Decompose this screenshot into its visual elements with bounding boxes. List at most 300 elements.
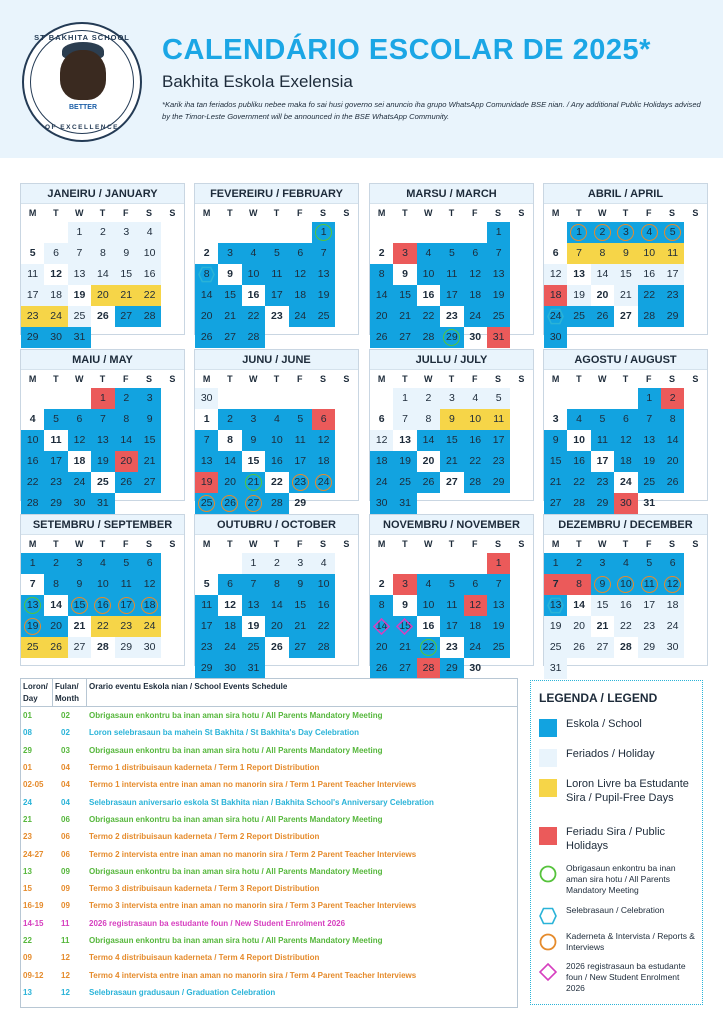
day-number: 30 — [50, 331, 62, 343]
day-number: 8 — [273, 578, 280, 590]
day-cell — [44, 327, 67, 348]
empty-cell — [44, 222, 67, 243]
day-cell — [242, 306, 265, 327]
day-number: 25 — [492, 310, 505, 322]
day-number: 25 — [492, 641, 505, 653]
schedule-row — [21, 949, 517, 966]
month-calendar — [369, 514, 534, 674]
day-number: 3 — [402, 578, 408, 590]
day-number: 26 — [97, 310, 109, 322]
day-number: 18 — [469, 289, 482, 301]
day-number: 28 — [247, 331, 260, 343]
day-number: 27 — [224, 331, 236, 343]
day-cell — [417, 264, 440, 285]
day-cell — [417, 658, 440, 679]
weekday-header — [21, 204, 184, 222]
weekday-label: T — [448, 374, 455, 384]
day-cell — [138, 574, 161, 595]
day-number: 15 — [120, 268, 133, 280]
empty-cell — [44, 388, 67, 409]
day-number: 14 — [375, 289, 388, 301]
weekday-label: S — [692, 539, 699, 549]
page-title: CALENDÁRIO ESCOLAR DE 2025* — [162, 34, 651, 66]
event-day: 02-05 — [23, 780, 44, 790]
day-cell — [370, 306, 393, 327]
day-cell — [265, 285, 288, 306]
day-number: 26 — [271, 641, 283, 653]
day-cell — [195, 658, 218, 679]
day-number: 7 — [99, 413, 106, 425]
day-number: 6 — [669, 557, 676, 569]
day-number: 23 — [200, 641, 213, 653]
day-number: 3 — [599, 557, 606, 569]
empty-cell — [544, 388, 567, 409]
day-number: 3 — [622, 226, 629, 238]
weekday-label: S — [343, 208, 350, 218]
day-cell — [487, 388, 510, 409]
day-number: 7 — [646, 413, 653, 425]
event-description: Obrigasaun enkontru ba inan aman sira hotu / All Parents Mandatory Meeting — [89, 711, 383, 721]
weekday-label: W — [597, 208, 607, 218]
day-cell — [195, 243, 218, 264]
day-cell — [417, 327, 440, 348]
event-description: Obrigasaun enkontru ba inan aman sira hotu / All Parents Mandatory Meeting — [89, 936, 383, 945]
day-cell — [242, 472, 265, 493]
day-number: 24 — [73, 476, 86, 488]
day-grid — [21, 388, 184, 514]
day-cell — [440, 409, 463, 430]
day-number: 2 — [53, 557, 59, 569]
day-cell — [289, 637, 312, 658]
weekday-label: T — [622, 374, 629, 384]
day-number: 11 — [446, 599, 458, 611]
weekday-header — [544, 535, 707, 553]
day-number: 16 — [143, 268, 156, 280]
day-number: 11 — [667, 247, 679, 259]
event-description: Selebrasaun gradusaun / Graduation Celebration — [89, 987, 276, 997]
weekday-label: W — [248, 539, 258, 549]
day-cell — [21, 637, 44, 658]
weekday-label: M — [551, 539, 560, 549]
day-number: 30 — [666, 641, 679, 653]
day-number: 11 — [27, 268, 39, 280]
day-number: 6 — [472, 247, 479, 259]
day-cell — [417, 409, 440, 430]
day-number: 20 — [200, 310, 213, 322]
day-cell — [265, 574, 288, 595]
weekday-label: W — [423, 539, 433, 549]
day-number: 11 — [294, 434, 306, 446]
day-number: 7 — [495, 247, 502, 259]
day-number: 5 — [53, 413, 59, 425]
day-number: 15 — [73, 599, 86, 611]
day-cell — [218, 264, 241, 285]
day-number: 24 — [317, 476, 330, 488]
day-number: 12 — [143, 578, 156, 590]
day-number: 18 — [549, 289, 562, 301]
day-cell — [567, 637, 590, 658]
day-number: 29 — [294, 497, 307, 509]
day-number: 14 — [200, 289, 213, 301]
day-cell — [440, 306, 463, 327]
day-number: 10 — [620, 578, 632, 590]
day-number: 5 — [448, 247, 455, 259]
month-name: OUTUBRU / OCTOBER — [195, 515, 358, 535]
day-cell — [242, 493, 265, 514]
month-name: MAIU / MAY — [21, 350, 184, 370]
day-cell — [68, 574, 91, 595]
day-cell — [614, 306, 637, 327]
empty-cell — [265, 327, 288, 348]
day-number: 12 — [294, 268, 307, 280]
day-number: 20 — [666, 455, 679, 467]
day-number: 25 — [26, 641, 39, 653]
event-day: 09-12 — [23, 970, 44, 980]
day-number: 13 — [492, 268, 505, 280]
day-number: 9 — [146, 413, 153, 425]
event-month: 04 — [61, 763, 70, 773]
day-number: 5 — [203, 578, 210, 590]
day-cell — [195, 264, 218, 285]
weekday-label: W — [74, 208, 84, 218]
day-number: 14 — [375, 620, 388, 632]
legend-item-reports — [539, 931, 696, 953]
day-number: 8 — [378, 599, 385, 611]
day-number: 14 — [97, 268, 109, 280]
weekday-label: T — [227, 374, 233, 384]
empty-cell — [638, 327, 661, 348]
day-number: 21 — [399, 310, 411, 322]
day-cell — [440, 472, 463, 493]
day-number: 14 — [224, 455, 236, 467]
day-number: 22 — [573, 476, 585, 488]
event-day: 09 — [23, 953, 32, 963]
day-number: 3 — [552, 413, 559, 425]
day-number: 17 — [26, 289, 39, 301]
day-number: 13 — [399, 434, 411, 446]
day-number: 1 — [29, 557, 36, 569]
day-number: 4 — [250, 247, 257, 259]
weekday-label: S — [495, 539, 502, 549]
event-month: 09 — [61, 866, 70, 876]
day-cell — [91, 493, 114, 514]
day-number: 7 — [76, 247, 83, 259]
day-number: 5 — [646, 557, 653, 569]
day-cell — [312, 451, 335, 472]
day-number: 25 — [573, 310, 585, 322]
event-day: 13 — [23, 987, 32, 997]
day-cell — [544, 553, 567, 574]
day-number: 30 — [620, 497, 632, 509]
day-number: 2 — [227, 413, 233, 425]
day-number: 14 — [596, 268, 609, 280]
empty-cell — [464, 553, 487, 574]
day-cell — [68, 264, 91, 285]
day-cell — [242, 637, 265, 658]
day-number: 17 — [492, 434, 505, 446]
schedule-row — [21, 845, 517, 862]
day-number: 8 — [669, 413, 676, 425]
day-cell — [638, 409, 661, 430]
month-name: MARSU / MARCH — [370, 184, 533, 204]
weekday-label: S — [518, 539, 525, 549]
event-month: 02 — [61, 728, 70, 738]
day-cell — [370, 243, 393, 264]
day-number: 15 — [446, 434, 458, 446]
day-number: 15 — [294, 599, 307, 611]
weekday-header — [21, 535, 184, 553]
day-cell — [614, 493, 637, 514]
day-number: 13 — [247, 599, 260, 611]
logo-bottom-text: OF EXCELLENCE — [44, 124, 120, 131]
day-number: 23 — [666, 289, 679, 301]
day-cell — [661, 388, 684, 409]
day-cell — [567, 409, 590, 430]
day-cell — [265, 595, 288, 616]
weekday-label: S — [343, 374, 350, 384]
day-cell — [567, 553, 590, 574]
day-number: 7 — [495, 578, 502, 590]
day-number: 24 — [50, 310, 62, 322]
day-number: 23 — [446, 310, 458, 322]
day-number: 1 — [320, 226, 327, 238]
day-cell — [44, 409, 67, 430]
day-number: 9 — [402, 599, 408, 611]
day-cell — [265, 306, 288, 327]
day-cell — [44, 637, 67, 658]
day-cell — [487, 222, 510, 243]
day-cell — [393, 595, 416, 616]
day-number: 13 — [26, 599, 39, 611]
weekday-label: T — [227, 208, 233, 218]
schedule-row — [21, 828, 517, 845]
day-cell — [195, 472, 218, 493]
day-cell — [115, 430, 138, 451]
empty-cell — [289, 222, 312, 243]
day-cell — [487, 264, 510, 285]
day-cell — [312, 243, 335, 264]
day-number: 1 — [76, 226, 83, 238]
day-cell — [544, 451, 567, 472]
day-cell — [591, 595, 614, 616]
day-number: 30 — [469, 331, 482, 343]
day-cell — [68, 553, 91, 574]
weekday-label: T — [576, 539, 582, 549]
day-number: 5 — [599, 413, 606, 425]
day-cell — [393, 264, 416, 285]
day-cell — [544, 574, 567, 595]
month-calendar — [194, 514, 359, 674]
day-cell — [44, 285, 67, 306]
day-number: 15 — [399, 620, 411, 632]
day-cell — [370, 327, 393, 348]
day-number: 23 — [120, 620, 133, 632]
day-number: 22 — [469, 455, 482, 467]
empty-cell — [440, 493, 463, 514]
day-cell — [417, 388, 440, 409]
event-day: 01 — [23, 711, 32, 721]
day-number: 6 — [320, 413, 327, 425]
event-description: Obrigasaun enkontru ba inan aman sira hotu / All Parents Mandatory Meeting — [89, 814, 383, 824]
day-cell — [195, 430, 218, 451]
month-calendar — [369, 183, 534, 343]
weekday-header — [21, 370, 184, 388]
weekday-label: F — [472, 374, 478, 384]
schedule-row — [21, 897, 517, 914]
day-cell — [544, 472, 567, 493]
month-calendar — [20, 183, 185, 343]
day-cell — [44, 264, 67, 285]
empty-cell — [289, 388, 312, 409]
day-number: 4 — [576, 413, 582, 425]
empty-cell — [312, 388, 335, 409]
day-cell — [591, 306, 614, 327]
legend-item-parents-meeting — [539, 863, 696, 896]
day-cell — [242, 264, 265, 285]
day-cell — [242, 451, 265, 472]
day-cell — [289, 409, 312, 430]
day-number: 24 — [294, 310, 307, 322]
weekday-label: T — [273, 539, 280, 549]
day-cell — [115, 222, 138, 243]
day-cell — [544, 658, 567, 679]
day-number: 3 — [402, 247, 408, 259]
day-cell — [417, 472, 440, 493]
day-number: 18 — [224, 620, 236, 632]
day-number: 16 — [643, 268, 656, 280]
day-cell — [417, 616, 440, 637]
weekday-header — [370, 370, 533, 388]
day-cell — [21, 264, 44, 285]
day-number: 23 — [50, 476, 62, 488]
day-number: 25 — [200, 497, 213, 509]
day-number: 28 — [97, 641, 109, 653]
empty-cell — [417, 493, 440, 514]
weekday-header — [544, 370, 707, 388]
weekday-label: T — [227, 539, 233, 549]
day-cell — [661, 264, 684, 285]
empty-cell — [21, 658, 44, 679]
day-number: 15 — [247, 455, 260, 467]
event-description: Termo 1 distribuisaun kaderneta / Term 1 Report Distribution — [89, 763, 320, 773]
day-number: 1 — [576, 226, 582, 238]
month-name: JANEIRU / JANUARY — [21, 184, 184, 204]
day-cell — [638, 472, 661, 493]
day-number: 10 — [643, 247, 656, 259]
day-cell — [289, 264, 312, 285]
event-description: Termo 1 intervista entre inan aman no manorin sira / Term 1 Parent Teacher Interviews — [89, 780, 417, 790]
day-cell — [265, 264, 288, 285]
day-number: 29 — [446, 331, 458, 343]
day-number: 29 — [446, 662, 458, 674]
day-number: 4 — [273, 413, 280, 425]
day-number: 15 — [596, 599, 609, 611]
day-number: 18 — [294, 289, 307, 301]
day-cell — [242, 616, 265, 637]
day-number: 19 — [97, 455, 109, 467]
schedule-row — [21, 863, 517, 880]
day-number: 18 — [620, 455, 632, 467]
day-number: 16 — [422, 289, 435, 301]
empty-cell — [44, 658, 67, 679]
day-cell — [68, 285, 91, 306]
day-cell — [544, 306, 567, 327]
day-number: 30 — [469, 662, 482, 674]
day-number: 15 — [143, 434, 156, 446]
day-number: 19 — [399, 455, 411, 467]
day-cell — [312, 616, 335, 637]
day-number: 27 — [120, 310, 133, 322]
day-cell — [44, 595, 67, 616]
day-number: 20 — [422, 455, 435, 467]
day-number: 18 — [50, 289, 62, 301]
day-cell — [21, 243, 44, 264]
day-number: 2 — [203, 247, 210, 259]
day-number: 2 — [378, 578, 385, 590]
weekday-label: F — [297, 539, 303, 549]
day-number: 5 — [669, 226, 676, 238]
day-number: 31 — [97, 497, 109, 509]
event-description: Termo 3 distribuisaun kaderneta / Term 3 Report Distribution — [89, 884, 320, 894]
day-cell — [265, 430, 288, 451]
month-calendar — [20, 349, 185, 509]
day-number: 8 — [99, 247, 106, 259]
day-cell — [393, 472, 416, 493]
day-cell — [567, 222, 590, 243]
day-cell — [544, 264, 567, 285]
weekday-label: T — [99, 374, 106, 384]
day-cell — [21, 451, 44, 472]
day-number: 16 — [97, 599, 109, 611]
weekday-label: S — [669, 208, 676, 218]
day-cell — [218, 574, 241, 595]
day-cell — [393, 243, 416, 264]
day-number: 21 — [120, 289, 133, 301]
day-number: 5 — [123, 557, 130, 569]
day-cell — [115, 616, 138, 637]
weekday-label: W — [423, 208, 433, 218]
day-cell — [68, 306, 91, 327]
holiday-swatch — [539, 749, 557, 767]
empty-cell — [440, 222, 463, 243]
event-description: Loron selebrasaun ba mahein St Bakhita / St Bakhita's Day Celebration — [89, 728, 359, 738]
day-number: 9 — [123, 247, 130, 259]
day-cell — [115, 472, 138, 493]
event-day: 01 — [23, 763, 32, 773]
day-cell — [289, 451, 312, 472]
day-number: 21 — [399, 641, 411, 653]
day-number: 25 — [247, 641, 260, 653]
day-cell — [218, 243, 241, 264]
day-number: 3 — [146, 392, 153, 404]
day-cell — [21, 493, 44, 514]
day-number: 9 — [297, 578, 304, 590]
day-cell — [312, 574, 335, 595]
day-cell — [312, 285, 335, 306]
day-cell — [195, 306, 218, 327]
day-cell — [370, 451, 393, 472]
day-number: 23 — [26, 310, 39, 322]
day-number: 12 — [224, 599, 236, 611]
day-cell — [464, 306, 487, 327]
weekday-label: F — [297, 374, 303, 384]
day-cell — [544, 595, 567, 616]
day-number: 12 — [50, 268, 62, 280]
weekday-header — [195, 204, 358, 222]
day-number: 28 — [143, 310, 156, 322]
day-cell — [544, 285, 567, 306]
empty-cell — [91, 658, 114, 679]
